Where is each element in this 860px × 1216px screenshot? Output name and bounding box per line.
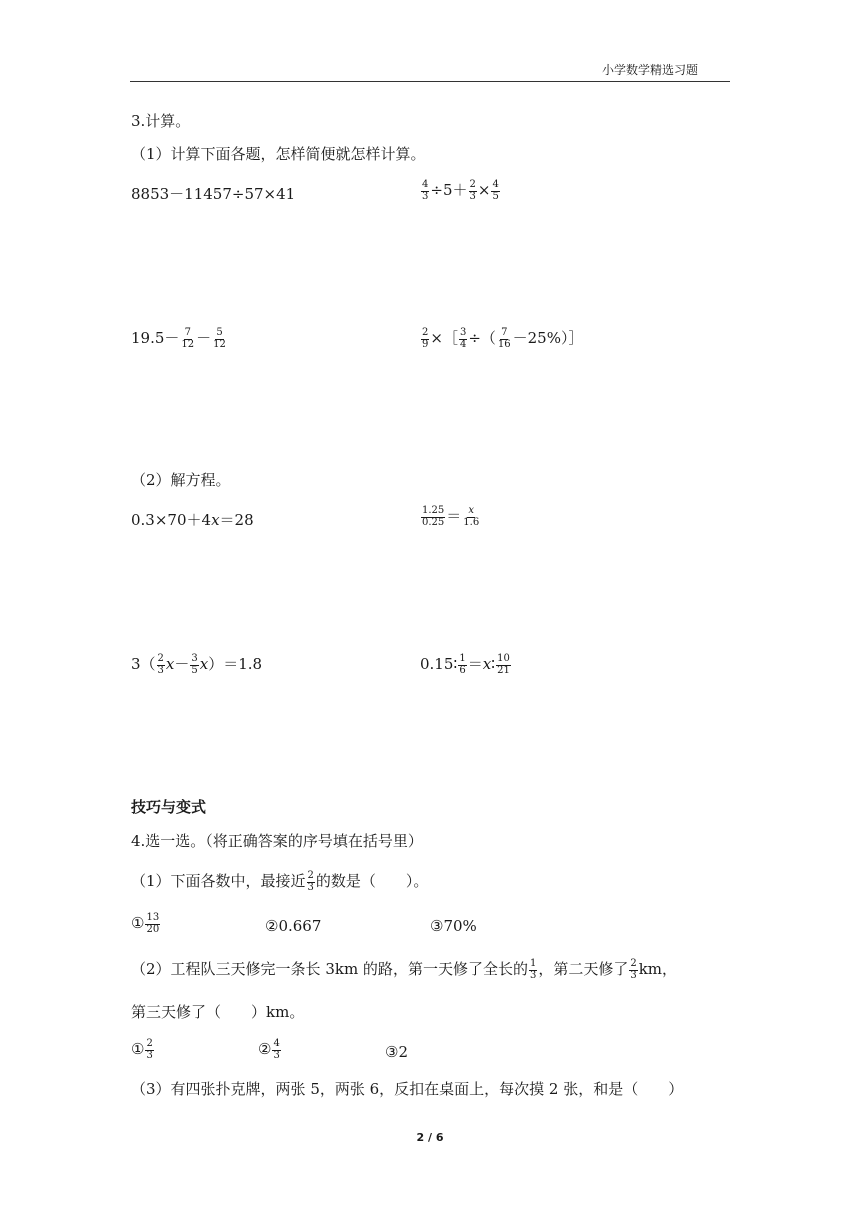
fraction: $\frac{2}{9}$	[422, 327, 429, 350]
q4-p2-option-1: ① $\frac{2}{3}$	[131, 1038, 153, 1061]
q4-part2-text: （2）工程队三天修完一条长 3km 的路，第一天修了全长的 $\frac{1}{3}$ ，第二天修了 $\frac{2}{3}$ km，	[131, 958, 678, 981]
fraction: $\frac{4}{3}$	[273, 1038, 280, 1061]
q3-title: 3.计算。	[131, 112, 191, 130]
q4-part2-line2: 第三天修了（ ）km。	[131, 1003, 305, 1021]
q3-eq-2: $\frac{1.25}{0.25}$ ＝ $\frac{x}{1.6}$	[422, 505, 480, 528]
q3-expr-1: 8853－11457÷57×41	[131, 185, 296, 203]
fraction: $\frac{7}{12}$	[181, 327, 195, 350]
q3-expr-3: 19.5－ $\frac{7}{12}$ － $\frac{5}{12}$	[131, 327, 226, 350]
fraction: $\frac{1.25}{0.25}$	[422, 505, 445, 528]
q4-p1-option-2: ②0.667	[265, 917, 322, 935]
fraction: $\frac{2}{3}$	[630, 958, 637, 981]
fraction: $\frac{2}{3}$	[469, 179, 476, 202]
q3-expr-2: $\frac{4}{3}$ ÷5＋ $\frac{2}{3}$ × $\frac{4}{5}$	[422, 179, 499, 202]
fraction: $\frac{10}{21}$	[497, 653, 510, 676]
q4-p1-option-1: ① $\frac{13}{20}$	[131, 912, 160, 935]
q4-part1-text: （1）下面各数中，最接近 $\frac{2}{3}$ 的数是（ ）。	[131, 870, 429, 893]
fraction: $\frac{2}{3}$	[157, 653, 164, 676]
fraction: $\frac{2}{3}$	[146, 1038, 153, 1061]
q3-part2-label: （2）解方程。	[131, 471, 231, 489]
fraction: $\frac{5}{12}$	[213, 327, 226, 350]
fraction: $\frac{3}{5}$	[191, 653, 198, 676]
fraction: $\frac{1}{6}$	[459, 653, 466, 676]
fraction: $\frac{4}{5}$	[492, 179, 499, 202]
fraction: $\frac{13}{20}$	[146, 912, 160, 935]
q4-title: 4.选一选。（将正确答案的序号填在括号里）	[131, 832, 423, 850]
fraction: $\frac{4}{3}$	[422, 179, 429, 202]
q3-eq-4: 0.15∶ $\frac{1}{6}$ ＝x∶ $\frac{10}{21}$	[420, 653, 510, 676]
fraction: $\frac{7}{16}$	[497, 327, 511, 350]
q3-part1-label: （1）计算下面各题，怎样简便就怎样计算。	[131, 145, 426, 163]
fraction: $\frac{3}{4}$	[459, 327, 467, 350]
section-heading: 技巧与变式	[131, 798, 207, 816]
page-number: 2 / 6	[416, 1131, 444, 1144]
fraction: $\frac{x}{1.6}$	[463, 505, 480, 528]
header-title: 小学数学精选习题	[601, 63, 698, 77]
q4-p1-option-3: ③70%	[430, 917, 477, 935]
header-divider	[130, 81, 730, 82]
q4-p2-option-3: ③2	[385, 1043, 408, 1061]
q4-part3-text: （3）有四张扑克牌，两张 5，两张 6，反扣在桌面上，每次摸 2 张，和是（ ）	[131, 1080, 684, 1098]
fraction: $\frac{2}{3}$	[307, 870, 314, 893]
q3-expr-4: $\frac{2}{9}$ ×［ $\frac{3}{4}$ ÷（ $\frac{7}{16}$ －25%）］	[422, 327, 584, 350]
q3-eq-3: 3（ $\frac{2}{3}$ x－ $\frac{3}{5}$ x）＝1.8	[131, 653, 263, 676]
fraction: $\frac{1}{3}$	[529, 958, 537, 981]
q3-eq-1: 0.3×70＋4x＝28	[131, 511, 254, 529]
q4-p2-option-2: ② $\frac{4}{3}$	[258, 1038, 280, 1061]
